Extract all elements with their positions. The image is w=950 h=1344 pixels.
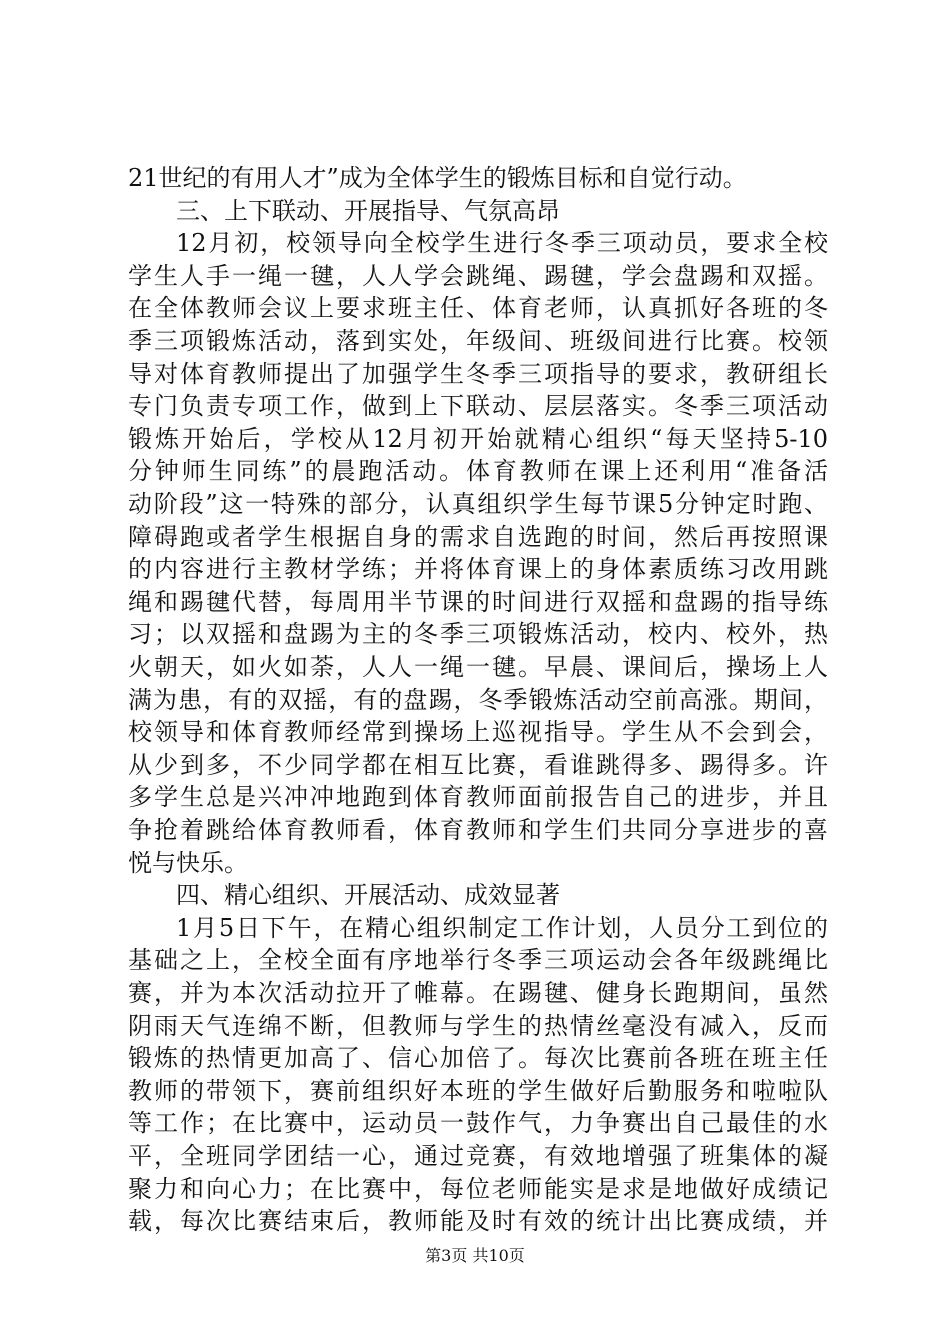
text-line: 赛，并为本次活动拉开了帷幕。在踢毽、健身长跑期间，虽然 [128,979,828,1007]
text-line: 从少到多，不少同学都在相互比赛，看谁跳得多、踢得多。许 [128,750,828,779]
text-line: 的内容进行主教材学练；并将体育课上的身体素质练习改用跳 [128,555,828,584]
text-line: 多学生总是兴冲冲地跑到体育教师面前报告自己的进步，并且 [128,783,828,812]
text-line: 分钟师生同练”的晨跑活动。体育教师在课上还利用“准备活 [128,457,828,486]
text-line: 导对体育教师提出了加强学生冬季三项指导的要求，教研组长 [128,359,828,388]
text-line: 21世纪的有用人才”成为全体学生的锻炼目标和自觉行动。 [128,164,747,192]
text-line: 12月初，校领导向全校学生进行冬季三项动员，要求全校 [176,229,828,258]
text-line: 障碍跑或者学生根据自身的需求自选跑的时间，然后再按照课 [128,522,828,551]
text-line: 锻炼开始后，学校从12月初开始就精心组织“每天坚持5-10 [128,424,828,453]
text-line: 载，每次比赛结束后，教师能及时有效的统计出比赛成绩，并 [128,1207,828,1236]
text-line: 悦与快乐。 [128,848,248,877]
text-line: 锻炼的热情更加高了、信心加倍了。每次比赛前各班在班主任 [128,1044,828,1073]
text-line: 基础之上，全校全面有序地举行冬季三项运动会各年级跳绳比 [128,946,828,975]
text-line: 专门负责专项工作，做到上下联动、层层落实。冬季三项活动 [128,392,828,421]
page-number-footer: 第3页 共10页 [425,1246,525,1265]
text-line: 在全体教师会议上要求班主任、体育老师，认真抓好各班的冬 [128,294,828,323]
text-line: 聚力和向心力；在比赛中，每位老师能实是求是地做好成绩记 [128,1174,828,1203]
text-line: 习；以双摇和盘踢为主的冬季三项锻炼活动，校内、校外，热 [128,620,828,649]
text-line: 火朝天，如火如荼，人人一绳一毽。早晨、课间后，操场上人 [128,653,828,681]
text-line: 平，全班同学团结一心，通过竞赛，有效地增强了班集体的凝 [128,1142,828,1170]
text-line: 等工作；在比赛中，运动员一鼓作气，力争赛出自己最佳的水 [128,1109,828,1138]
text-line: 教师的带领下，赛前组织好本班的学生做好后勤服务和啦啦队 [128,1076,828,1105]
text-line: 阴雨天气连绵不断，但教师与学生的热情丝毫没有减入，反而 [128,1011,828,1040]
text-line: 争抢着跳给体育教师看，体育教师和学生们共同分享进步的喜 [128,816,828,844]
text-line: 三、上下联动、开展指导、气氛高昂 [176,196,560,225]
text-line: 校领导和体育教师经常到操场上巡视指导。学生从不会到会， [128,718,828,747]
text-line: 动阶段”这一特殊的部分，认真组织学生每节课5分钟定时跑、 [128,490,828,518]
text-line: 绳和踢毽代替，每周用半节课的时间进行双摇和盘踢的指导练 [128,587,828,616]
text-line: 满为患，有的双摇，有的盘踢，冬季锻炼活动空前高涨。期间， [128,685,828,714]
text-line: 四、精心组织、开展活动、成效显著 [176,881,560,910]
text-line: 季三项锻炼活动，落到实处，年级间、班级间进行比赛。校领 [128,327,828,355]
text-line: 学生人手一绳一毽，人人学会跳绳、踢毽，学会盘踢和双摇。 [128,261,828,290]
text-line: 1月5日下午，在精心组织制定工作计划，人员分工到位的 [176,913,828,942]
